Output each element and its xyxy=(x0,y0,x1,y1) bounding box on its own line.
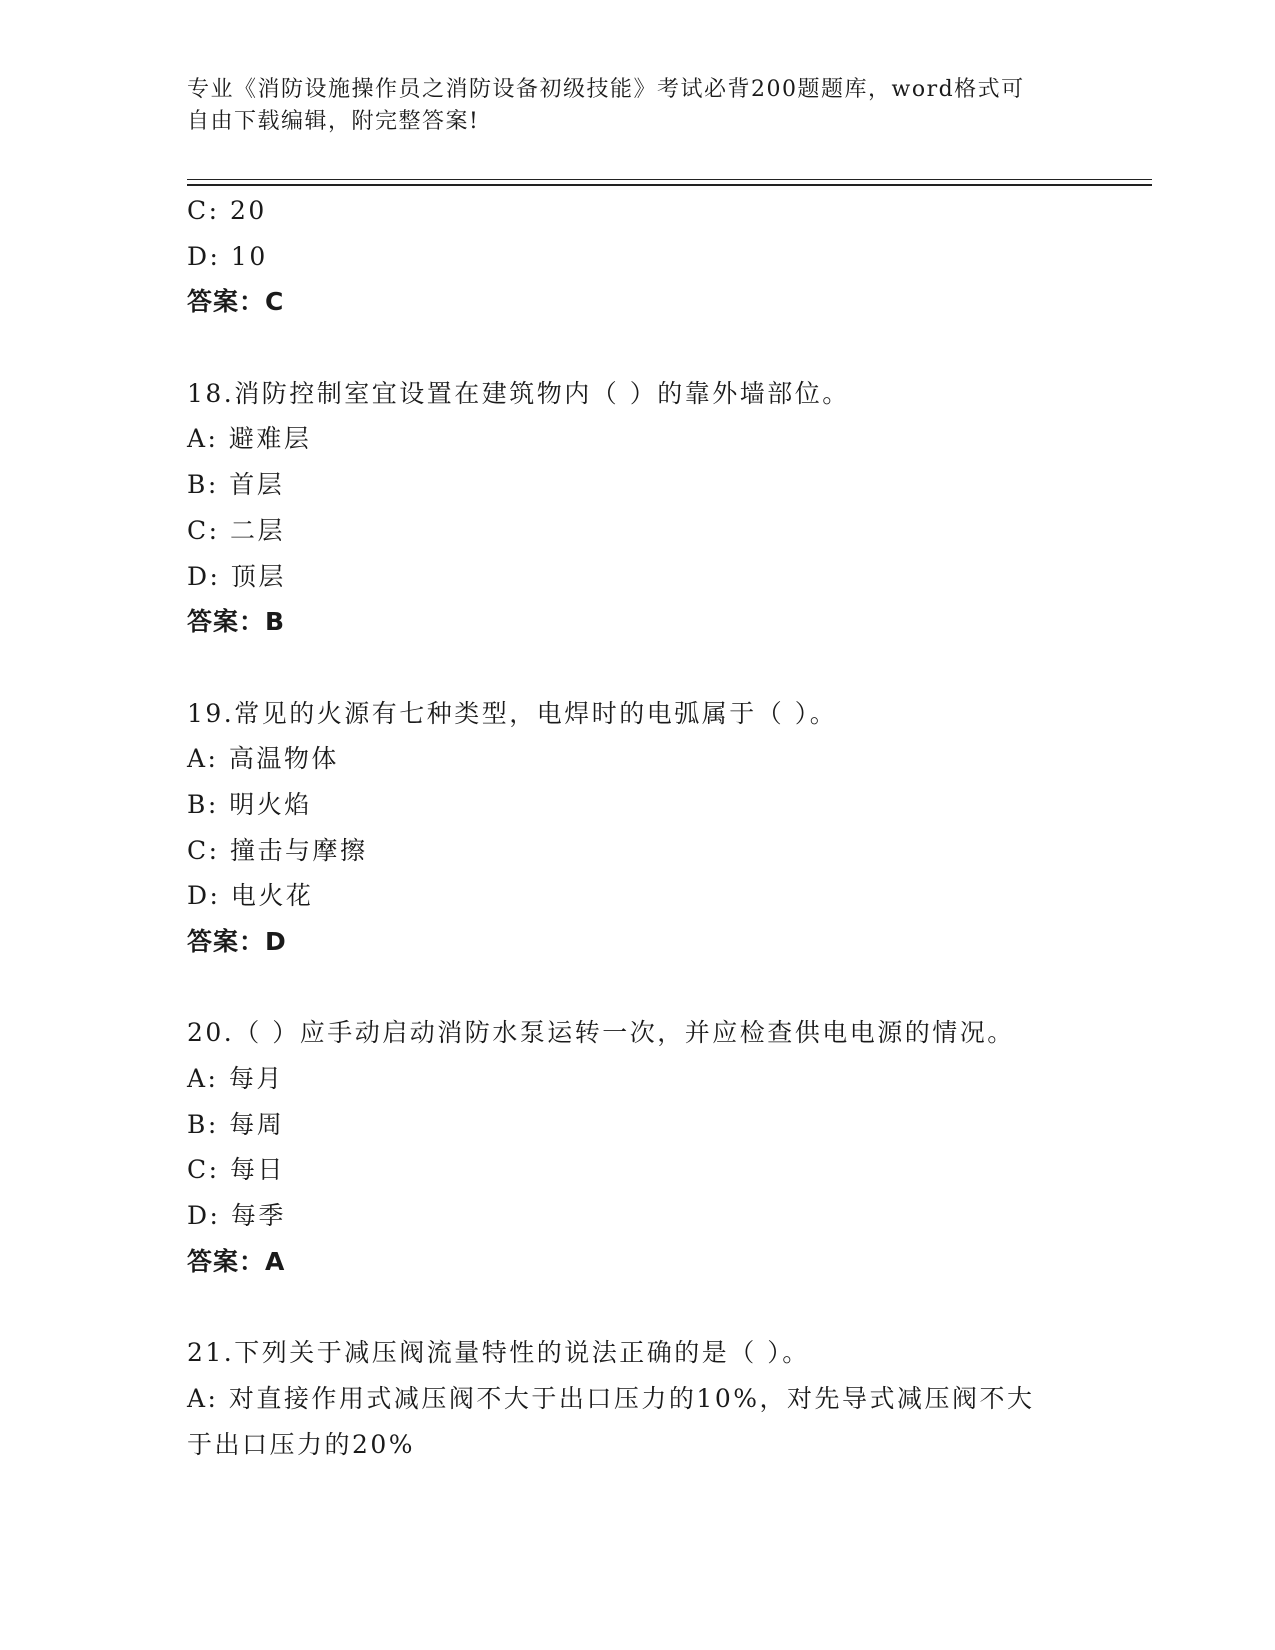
question-20 xyxy=(187,1010,1067,1284)
option-a-line-1: A: 对直接作用式减压阀不大于出口压力的10%，对先导式减压阀不大 xyxy=(187,1383,1035,1413)
header-line-2: 自由下载编辑，附完整答案! xyxy=(187,109,480,134)
option-b: B: 每周 xyxy=(187,1109,285,1139)
option-c: C: 撞击与摩擦 xyxy=(187,835,368,865)
question-17-tail xyxy=(187,188,1067,325)
answer-line: 答案：D xyxy=(187,927,287,956)
option-d: D: 电火花 xyxy=(187,881,314,911)
option-c: C: 20 xyxy=(187,196,267,225)
header-rule-thick xyxy=(187,184,1152,186)
option-a: A: 每月 xyxy=(187,1064,284,1094)
question-text: 19.常见的火源有七种类型，电焊时的电弧属于（ ）。 xyxy=(187,698,838,728)
option-a-line-2: 于出口压力的20% xyxy=(187,1429,416,1459)
option-d: D: 10 xyxy=(187,241,268,271)
answer-line: 答案：C xyxy=(187,287,285,317)
option-b: B: 首层 xyxy=(187,470,285,500)
question-21 xyxy=(187,1330,1067,1467)
header-line-1: 专业《消防设施操作员之消防设备初级技能》考试必背200题题库，word格式可 xyxy=(187,77,1025,102)
option-d: D: 每季 xyxy=(187,1201,286,1231)
document-header xyxy=(187,74,1067,138)
question-19 xyxy=(187,691,1067,965)
answer-line: 答案：B xyxy=(187,607,286,637)
option-a: A: 避难层 xyxy=(187,424,312,454)
question-text: 20.（ ）应手动启动消防水泵运转一次，并应检查供电电源的情况。 xyxy=(187,1018,1015,1048)
option-b: B: 明火焰 xyxy=(187,789,312,819)
spacer xyxy=(187,325,1067,371)
spacer xyxy=(187,1285,1067,1331)
question-text: 18.消防控制室宜设置在建筑物内（ ）的靠外墙部位。 xyxy=(187,378,850,408)
option-d: D: 顶层 xyxy=(187,561,286,591)
answer-line: 答案：A xyxy=(187,1246,286,1276)
header-rule-thin xyxy=(187,179,1152,180)
option-a: A: 高温物体 xyxy=(187,744,339,774)
spacer xyxy=(187,965,1067,1011)
option-c: C: 每日 xyxy=(187,1155,285,1185)
question-list xyxy=(187,188,1067,1467)
question-18 xyxy=(187,371,1067,645)
spacer xyxy=(187,645,1067,691)
option-c: C: 二层 xyxy=(187,515,285,545)
question-text: 21.下列关于减压阀流量特性的说法正确的是（ ）。 xyxy=(187,1338,810,1368)
